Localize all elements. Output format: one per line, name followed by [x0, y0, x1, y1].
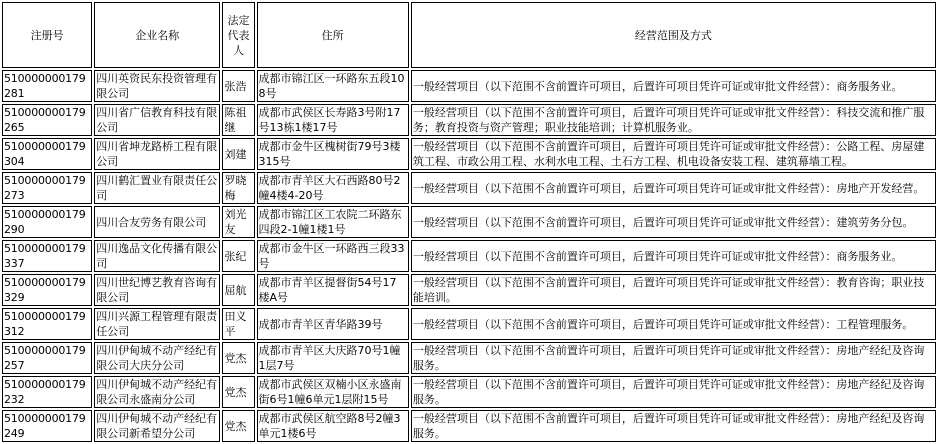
- cell-reg-number: 510000000179281: [2, 70, 92, 102]
- cell-company-name: 四川兴源工程管理有限责任公司: [94, 308, 220, 340]
- table-row: [2, 70, 936, 102]
- cell-company-name: 四川鹤汇置业有限责任公司: [94, 172, 220, 204]
- cell-address: 成都市金牛区一环路西三段33号: [257, 240, 409, 272]
- table-row: [2, 308, 936, 340]
- table-row: [2, 172, 936, 204]
- cell-legal-rep: 党杰: [222, 410, 254, 442]
- cell-address: 成都市青羊区大庆路70号1幢1层7号: [257, 342, 409, 374]
- cell-legal-rep: 党杰: [222, 342, 254, 374]
- cell-company-name: 四川逸品文化传播有限公司: [94, 240, 220, 272]
- cell-business-scope: 一般经营项目（以下范围不含前置许可项目，后置许可项目凭许可证或审批文件经营）：房地产经纪及咨询服务。: [411, 376, 936, 408]
- cell-company-name: 四川省坤龙路桥工程有限公司: [94, 138, 220, 170]
- cell-business-scope: 一般经营项目（以下范围不含前置许可项目，后置许可项目凭许可证或审批文件经营）：科技交流和推广服务；教育投资与资产管理；职业技能培训；计算机服务业。: [411, 104, 936, 136]
- cell-legal-rep: 陈祖继: [222, 104, 254, 136]
- cell-address: 成都市锦江区一环路东五段108号: [257, 70, 409, 102]
- cell-business-scope: 一般经营项目（以下范围不含前置许可项目，后置许可项目凭许可证或审批文件经营）：房地产开发经营。: [411, 172, 936, 204]
- table-header: [2, 2, 936, 68]
- cell-business-scope: 一般经营项目（以下范围不含前置许可项目，后置许可项目凭许可证或审批文件经营）：房地产经纪及咨询服务。: [411, 342, 936, 374]
- cell-company-name: 四川省广信教育科技有限公司: [94, 104, 220, 136]
- cell-company-name: 四川英资民东投资管理有限公司: [94, 70, 220, 102]
- cell-business-scope: 一般经营项目（以下范围不含前置许可项目，后置许可项目凭许可证或审批文件经营）：建筑劳务分包。: [411, 206, 936, 238]
- table-row: [2, 138, 936, 170]
- cell-reg-number: 510000000179249: [2, 410, 92, 442]
- cell-business-scope: 一般经营项目（以下范围不含前置许可项目，后置许可项目凭许可证或审批文件经营）：商务服务业。: [411, 70, 936, 102]
- table-row: [2, 206, 936, 238]
- cell-company-name: 四川伊甸城不动产经纪有限公司永盛南分公司: [94, 376, 220, 408]
- cell-legal-rep: 党杰: [222, 376, 254, 408]
- cell-address: 成都市武侯区航空路8号2幢3单元1楼6号: [257, 410, 409, 442]
- cell-reg-number: 510000000179273: [2, 172, 92, 204]
- table-row: [2, 410, 936, 442]
- cell-legal-rep: 罗晓梅: [222, 172, 254, 204]
- header-row: [2, 2, 936, 68]
- cell-legal-rep: 张浩: [222, 70, 254, 102]
- cell-address: 成都市青羊区提督街54号17楼A号: [257, 274, 409, 306]
- cell-business-scope: 一般经营项目（以下范围不含前置许可项目，后置许可项目凭许可证或审批文件经营）：商务服务业。: [411, 240, 936, 272]
- cell-business-scope: 一般经营项目（以下范围不含前置许可项目，后置许可项目凭许可证或审批文件经营）：公路工程、房屋建筑工程、市政公用工程、水利水电工程、土石方工程、机电设备安装工程、建筑幕墙工程。: [411, 138, 936, 170]
- cell-legal-rep: 田义平: [222, 308, 254, 340]
- cell-reg-number: 510000000179257: [2, 342, 92, 374]
- cell-reg-number: 510000000179265: [2, 104, 92, 136]
- header-legal-rep: 法定代表人: [222, 2, 254, 68]
- cell-address: 成都市青羊区青华路39号: [257, 308, 409, 340]
- cell-address: 成都市锦江区工农院二环路东四段2-1幢1楼1号: [257, 206, 409, 238]
- table-row: [2, 342, 936, 374]
- cell-company-name: 四川合友劳务有限公司: [94, 206, 220, 238]
- cell-reg-number: 510000000179290: [2, 206, 92, 238]
- cell-address: 成都市金牛区槐树街79号3楼315号: [257, 138, 409, 170]
- table-row: [2, 240, 936, 272]
- cell-legal-rep: 刘光友: [222, 206, 254, 238]
- header-business-scope: 经营范围及方式: [411, 2, 936, 68]
- table-row: [2, 274, 936, 306]
- header-address: 住所: [257, 2, 409, 68]
- cell-business-scope: 一般经营项目（以下范围不含前置许可项目，后置许可项目凭许可证或审批文件经营）：房地产经纪及咨询服务。: [411, 410, 936, 442]
- cell-address: 成都市武侯区长寿路3号附17号13栋1楼17号: [257, 104, 409, 136]
- cell-company-name: 四川伊甸城不动产经纪有限公司大庆分公司: [94, 342, 220, 374]
- header-company-name: 企业名称: [94, 2, 220, 68]
- cell-legal-rep: 张纪: [222, 240, 254, 272]
- cell-address: 成都市武侯区双楠小区永盛南街6号1幢6单元1层附15号: [257, 376, 409, 408]
- cell-company-name: 四川伊甸城不动产经纪有限公司新希望分公司: [94, 410, 220, 442]
- cell-reg-number: 510000000179232: [2, 376, 92, 408]
- cell-address: 成都市青羊区大石西路80号2幢4楼4-20号: [257, 172, 409, 204]
- cell-reg-number: 510000000179304: [2, 138, 92, 170]
- cell-business-scope: 一般经营项目（以下范围不含前置许可项目，后置许可项目凭许可证或审批文件经营）：教育咨询；职业技能培训。: [411, 274, 936, 306]
- header-reg-number: 注册号: [2, 2, 92, 68]
- cell-legal-rep: 刘建: [222, 138, 254, 170]
- table-row: [2, 104, 936, 136]
- cell-reg-number: 510000000179337: [2, 240, 92, 272]
- cell-reg-number: 510000000179312: [2, 308, 92, 340]
- table-row: [2, 376, 936, 408]
- cell-business-scope: 一般经营项目（以下范围不含前置许可项目，后置许可项目凭许可证或审批文件经营）：工程管理服务。: [411, 308, 936, 340]
- cell-legal-rep: 屈航: [222, 274, 254, 306]
- cell-reg-number: 510000000179329: [2, 274, 92, 306]
- cell-company-name: 四川世纪博艺教育咨询有限公司: [94, 274, 220, 306]
- table-body: [2, 70, 936, 442]
